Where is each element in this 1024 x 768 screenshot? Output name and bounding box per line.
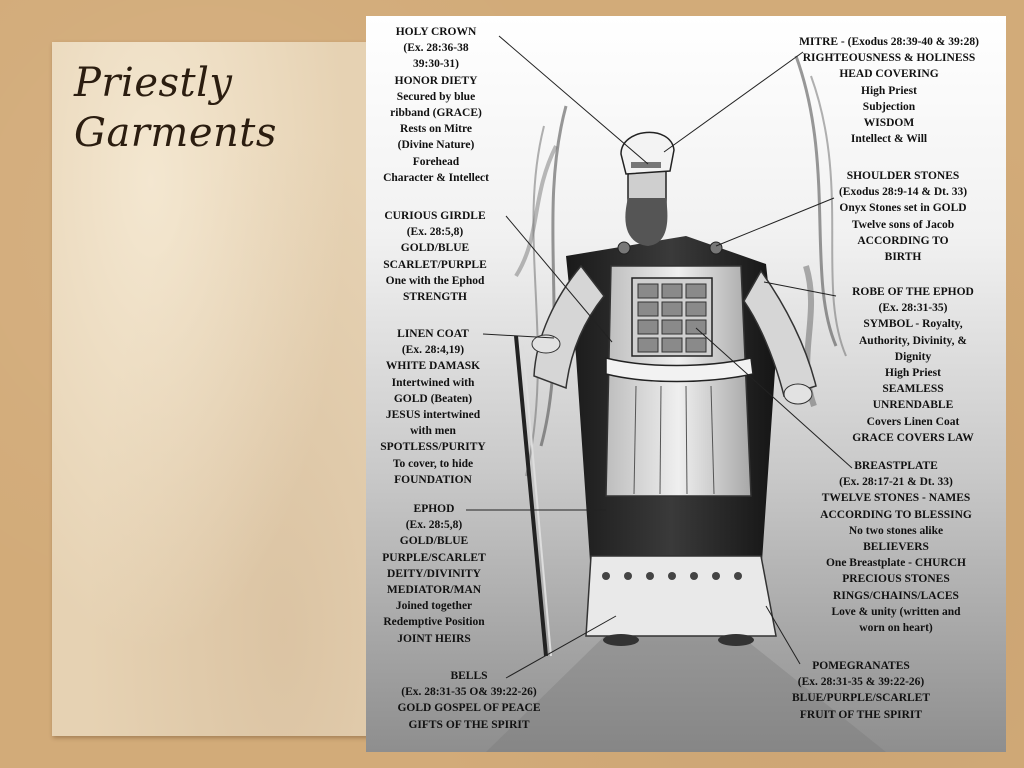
label-ephod: EPHOD (Ex. 28:5,8) GOLD/BLUE PURPLE/SCARLET DEITY/DIVINITY MEDIATOR/MAN Joined together Redemptive Position JOINT HEIRS: [382, 503, 486, 645]
shoulder-stone-left: [618, 242, 630, 254]
label-mitre: MITRE - (Exodus 28:39-40 & 39:28) RIGHTEOUSNESS & HOLINESS HEAD COVERING High Priest Subjection WISDOM Intellect & Will: [799, 36, 979, 146]
curtain-left-2: [526, 126, 544, 476]
label-breastplate: BREASTPLATE (Ex. 28:17-21 & Dt. 33) TWELVE STONES - NAMES ACCORDING TO BLESSING No two stones alike BELIEVERS One Breastplate - CHURCH PRECIOUS STONES RINGS/CHAINS/LACES Love & unity (written and worn on heart): [820, 460, 972, 635]
label-shoulder-stones: SHOULDER STONES (Exodus 28:9-14 & Dt. 33) Onyx Stones set in GOLD Twelve sons of Jacob ACCORDING TO BIRTH: [838, 170, 968, 264]
title-line-1: Priestly: [74, 60, 233, 106]
label-holy-crown: HOLY CROWN (Ex. 28:36-38 39:30-31) HONOR DIETY Secured by blue ribband (GRACE) Rests on Mitre (Divine Nature) Forehead Character & Intellect: [383, 26, 489, 184]
left-foot: [603, 634, 639, 646]
linen-hem: [586, 556, 776, 636]
label-linen-coat: LINEN COAT (Ex. 28:4,19) WHITE DAMASK Intertwined with GOLD (Beaten) JESUS intertwined with men SPOTLESS/PURITY To cover, to hide FOUNDATION: [380, 328, 486, 486]
right-foot: [718, 634, 754, 646]
label-bells: BELLS (Ex. 28:31-35 O& 39:22-26) GOLD GOSPEL OF PEACE GIFTS OF THE SPIRIT: [397, 670, 541, 731]
label-pomegranates: POMEGRANATES (Ex. 28:31-35 & 39:22-26) BLUE/PURPLE/SCARLET FRUIT OF THE SPIRIT: [791, 660, 931, 721]
label-robe-of-the-ephod: ROBE OF THE EPHOD (Ex. 28:31-35) SYMBOL - Royalty, Authority, Divinity, & Dignity High Priest SEAMLESS UNRENDABLE Covers Linen Coat GRACE COVERS LAW: [852, 286, 974, 444]
curtain-left: [541, 106, 566, 446]
beard: [625, 198, 667, 246]
priest-diagram: [366, 16, 1006, 752]
slide-title: [74, 58, 364, 158]
right-hand: [784, 384, 812, 404]
label-curious-girdle: CURIOUS GIRDLE (Ex. 28:5,8) GOLD/BLUE SCARLET/PURPLE One with the Ephod STRENGTH: [383, 210, 487, 304]
title-line-2: Garments: [74, 110, 277, 156]
staff: [516, 336, 546, 656]
